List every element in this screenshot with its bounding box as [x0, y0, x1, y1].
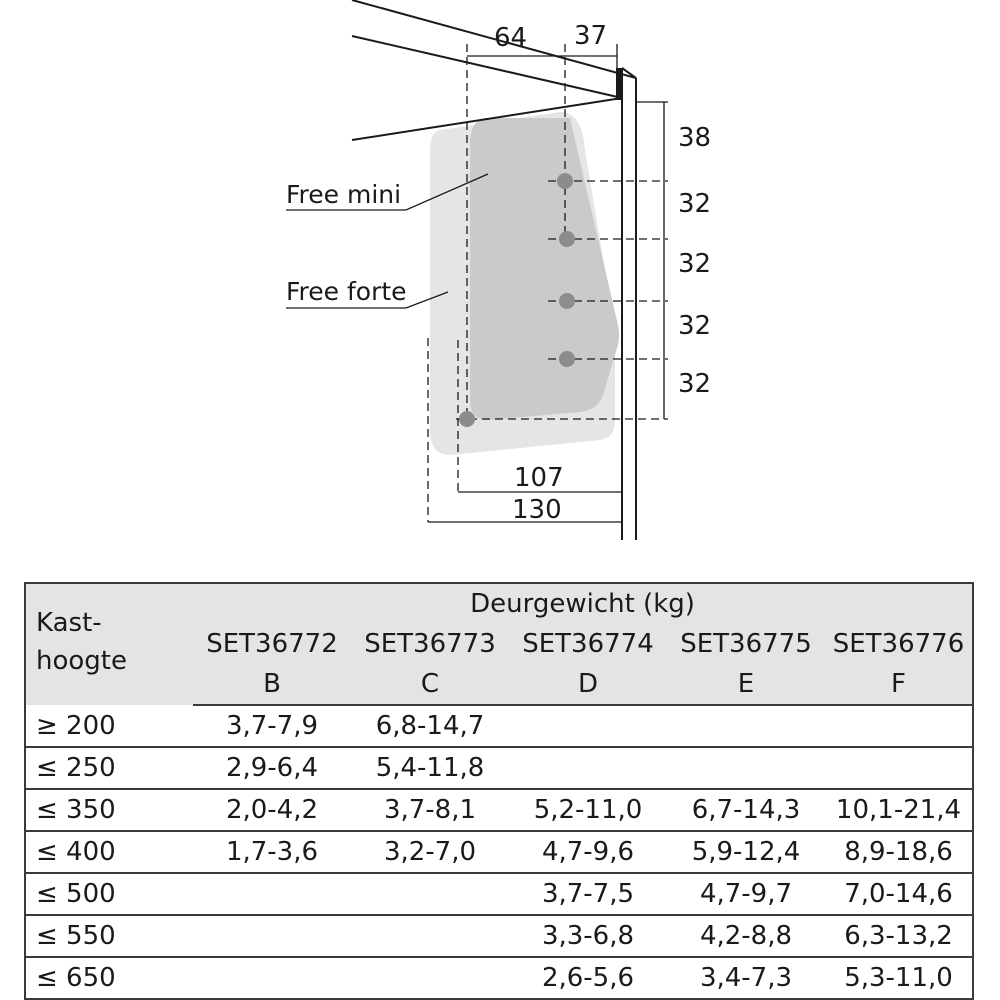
- header-letter: B: [193, 664, 351, 705]
- table-cell: [667, 747, 825, 789]
- table-row: [25, 831, 973, 873]
- dim-64: 64: [494, 23, 528, 53]
- header-kasthoogte: [25, 583, 193, 705]
- table-cell: 8,9-18,6: [825, 831, 973, 873]
- table-cell: 4,2-8,8: [667, 915, 825, 957]
- hole-1: [557, 173, 573, 189]
- dim-37: 37: [574, 21, 608, 51]
- row-height: ≤ 550: [25, 915, 193, 957]
- table-cell: 6,7-14,3: [667, 789, 825, 831]
- table-cell: [351, 915, 509, 957]
- row-height: ≤ 400: [25, 831, 193, 873]
- table-cell: [193, 957, 351, 999]
- door-weight-table: [24, 582, 972, 1000]
- table-cell: [667, 705, 825, 747]
- table-row: [25, 747, 973, 789]
- hole-2: [559, 231, 575, 247]
- table-row: [25, 957, 973, 999]
- table-cell: 10,1-21,4: [825, 789, 973, 831]
- table-cell: [825, 705, 973, 747]
- dim-38: 38: [678, 123, 712, 153]
- table-cell: 3,7-8,1: [351, 789, 509, 831]
- header-set: SET36773: [351, 624, 509, 664]
- table-cell: 6,8-14,7: [351, 705, 509, 747]
- table-cell: 4,7-9,7: [667, 873, 825, 915]
- table-cell: 5,2-11,0: [509, 789, 667, 831]
- table-cell: 7,0-14,6: [825, 873, 973, 915]
- table-cell: 2,0-4,2: [193, 789, 351, 831]
- header-letter: F: [825, 664, 973, 705]
- table-cell: [193, 915, 351, 957]
- header-kast: Kast-: [36, 608, 102, 638]
- dim-32-a: 32: [678, 189, 712, 219]
- free-mini-shape: [470, 118, 619, 420]
- table-row: [25, 873, 973, 915]
- table-cell: [351, 873, 509, 915]
- dim-130: 130: [512, 495, 562, 525]
- row-height: ≤ 650: [25, 957, 193, 999]
- header-deurgewicht: Deurgewicht (kg): [193, 583, 973, 624]
- table-cell: 2,9-6,4: [193, 747, 351, 789]
- row-height: ≤ 250: [25, 747, 193, 789]
- hole-5: [459, 411, 475, 427]
- table-cell: 3,3-6,8: [509, 915, 667, 957]
- hole-3: [559, 293, 575, 309]
- table-cell: 3,4-7,3: [667, 957, 825, 999]
- table-row: [25, 705, 973, 747]
- table-cell: 5,3-11,0: [825, 957, 973, 999]
- header-hoogte: hoogte: [36, 646, 127, 676]
- table-cell: [193, 873, 351, 915]
- header-set: SET36776: [825, 624, 973, 664]
- table-cell: 1,7-3,6: [193, 831, 351, 873]
- label-free-mini: Free mini: [286, 180, 402, 209]
- header-letter: E: [667, 664, 825, 705]
- table-row: [25, 789, 973, 831]
- dim-107: 107: [514, 463, 564, 493]
- table-cell: 2,6-5,6: [509, 957, 667, 999]
- table-cell: 4,7-9,6: [509, 831, 667, 873]
- row-height: ≤ 500: [25, 873, 193, 915]
- dim-32-d: 32: [678, 369, 712, 399]
- table-row: [25, 915, 973, 957]
- header-set: SET36772: [193, 624, 351, 664]
- dim-32-c: 32: [678, 311, 712, 341]
- table-cell: [351, 957, 509, 999]
- label-free-forte: Free forte: [286, 277, 407, 306]
- table-cell: [825, 747, 973, 789]
- hole-4: [559, 351, 575, 367]
- header-letter: D: [509, 664, 667, 705]
- dim-32-b: 32: [678, 249, 712, 279]
- table-cell: 6,3-13,2: [825, 915, 973, 957]
- table-cell: 5,9-12,4: [667, 831, 825, 873]
- row-height: ≥ 200: [25, 705, 193, 747]
- header-letter: C: [351, 664, 509, 705]
- table-cell: 3,7-7,5: [509, 873, 667, 915]
- table-cell: 3,7-7,9: [193, 705, 351, 747]
- table-cell: [509, 705, 667, 747]
- header-set: SET36775: [667, 624, 825, 664]
- row-height: ≤ 350: [25, 789, 193, 831]
- table-cell: 3,2-7,0: [351, 831, 509, 873]
- table-cell: [509, 747, 667, 789]
- table-cell: 5,4-11,8: [351, 747, 509, 789]
- header-set: SET36774: [509, 624, 667, 664]
